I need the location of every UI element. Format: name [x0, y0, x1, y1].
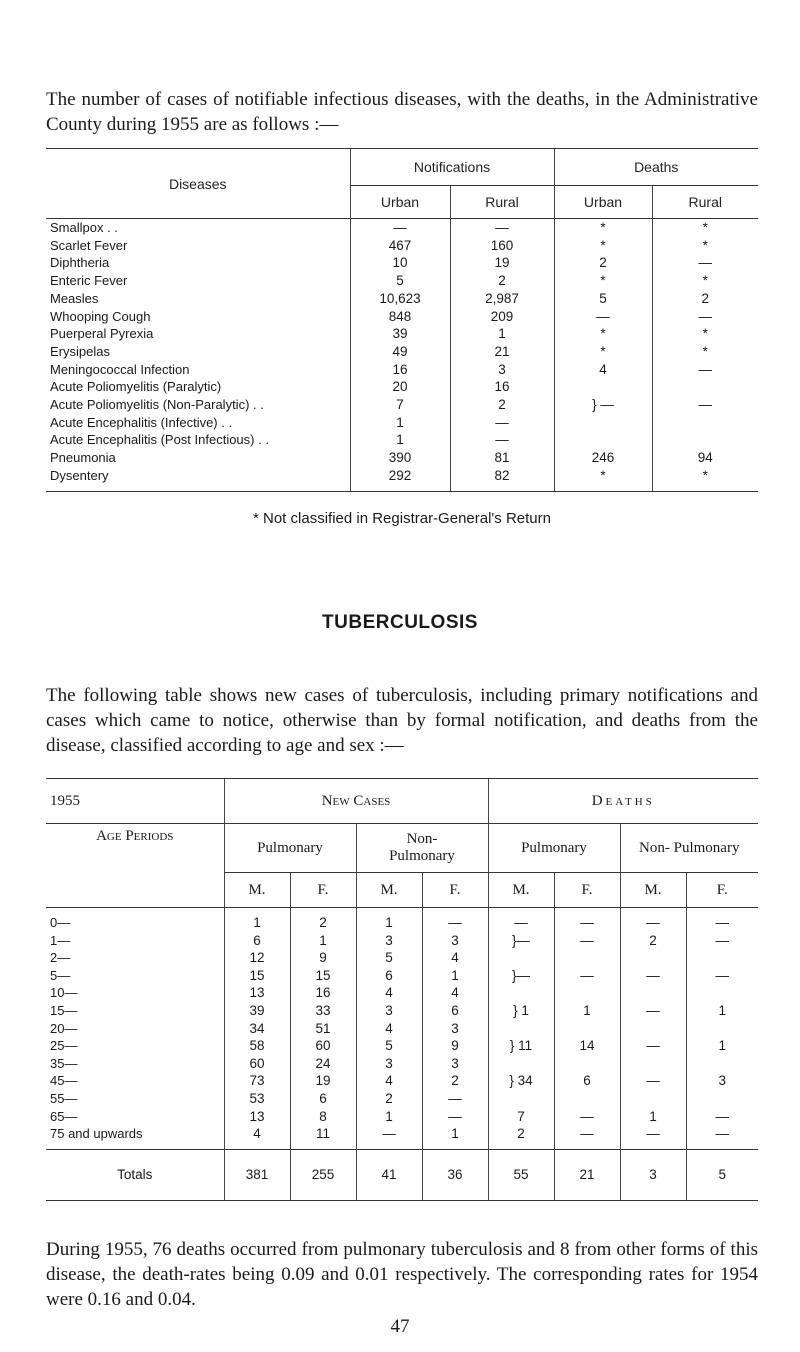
table-row — [46, 908, 758, 932]
col-header-notifications: Notifications — [350, 149, 554, 186]
disease-name: Acute Encephalitis (Post Infectious) . . — [50, 432, 269, 448]
table-cell — [620, 984, 686, 1002]
table-row — [46, 343, 758, 361]
table-cell — [652, 414, 758, 432]
table-cell: 9 — [290, 949, 356, 967]
table-cell: * — [652, 237, 758, 255]
tuberculosis-table — [46, 778, 758, 1201]
table-cell: * — [652, 272, 758, 290]
table-cell: 1 — [422, 967, 488, 985]
table-cell: 2 — [356, 1090, 422, 1108]
table-cell: 53 — [224, 1090, 290, 1108]
col-header-notif-rural: Rural — [450, 186, 554, 219]
age-period: 55— — [50, 1090, 78, 1106]
table-cell: 9 — [422, 1037, 488, 1055]
table-row — [46, 396, 758, 414]
table-cell: 81 — [450, 449, 554, 467]
notifiable-table-body — [46, 219, 758, 492]
disease-name: Dysentery — [46, 467, 350, 491]
table-row — [46, 414, 758, 432]
disease-name: Meningococcal Infection — [50, 361, 190, 377]
table-row — [46, 1002, 758, 1020]
table-cell: 5 — [356, 1037, 422, 1055]
table-cell: * — [652, 325, 758, 343]
table-row — [46, 219, 758, 237]
col-header-f: F. — [290, 873, 356, 908]
col-header-f: F. — [554, 873, 620, 908]
table-cell: 16 — [290, 984, 356, 1002]
table-cell: — — [450, 431, 554, 449]
disease-name: Acute Encephalitis (Infective) . . — [50, 414, 233, 430]
table-cell: 19 — [450, 254, 554, 272]
totals-label: Totals — [46, 1149, 224, 1200]
table-row — [46, 1108, 758, 1126]
table-cell: * — [554, 237, 652, 255]
col-header-new-cases: New Cases — [224, 779, 488, 824]
col-header-f: F. — [686, 873, 758, 908]
table-cell — [554, 1055, 620, 1073]
table-cell: 5 — [356, 949, 422, 967]
table-cell — [488, 949, 554, 967]
table-cell — [488, 1090, 554, 1108]
table-cell: 2 — [488, 1125, 554, 1149]
table-row — [46, 254, 758, 272]
totals-row — [46, 1149, 758, 1200]
table-cell: 4 — [356, 984, 422, 1002]
table-cell — [488, 984, 554, 1002]
disease-name: Enteric Fever — [50, 273, 128, 289]
table-row — [46, 237, 758, 255]
table-cell: — — [686, 1108, 758, 1126]
table-cell: 13 — [224, 1108, 290, 1126]
notifiable-diseases-table — [46, 148, 758, 492]
col-header-d-non-pulmonary: Non- Pulmonary — [620, 824, 758, 873]
age-period: 15— — [50, 1002, 78, 1018]
table-cell: 1 — [350, 431, 450, 449]
table-cell: — — [620, 1002, 686, 1020]
table-cell: 6 — [554, 1072, 620, 1090]
table-cell: 3 — [356, 1002, 422, 1020]
table-row — [46, 290, 758, 308]
table-cell: } 1 — [488, 1002, 554, 1020]
table-cell: 390 — [350, 449, 450, 467]
col-header-m: M. — [620, 873, 686, 908]
table-row — [46, 467, 758, 491]
table-cell: — — [620, 1125, 686, 1149]
table-cell: 19 — [290, 1072, 356, 1090]
intro-paragraph: The number of cases of notifiable infectious diseases, with the deaths, in the Administrative County during 1955 are as follows :— — [46, 89, 758, 135]
age-period: 45— — [50, 1073, 78, 1089]
table-cell: 209 — [450, 308, 554, 326]
table-cell: 34 — [224, 1020, 290, 1038]
table-row — [46, 1125, 758, 1149]
table-cell: — — [652, 254, 758, 272]
table-cell: — — [422, 908, 488, 932]
table-cell — [686, 1090, 758, 1108]
table-cell — [554, 1090, 620, 1108]
table-cell — [554, 949, 620, 967]
table-cell: 5 — [350, 272, 450, 290]
col-header-age-periods: Age Periods — [46, 824, 224, 908]
table-cell: — — [554, 308, 652, 326]
table-cell: 1 — [356, 1108, 422, 1126]
table-cell: — — [620, 1072, 686, 1090]
table-cell: 16 — [350, 361, 450, 379]
table-cell: — — [554, 967, 620, 985]
table-cell — [488, 1020, 554, 1038]
table-cell: 1 — [450, 325, 554, 343]
table-cell: — — [488, 908, 554, 932]
table-cell: * — [554, 467, 652, 491]
table-cell: 16 — [450, 378, 554, 396]
age-period: 20— — [50, 1020, 78, 1036]
table-cell: 7 — [488, 1108, 554, 1126]
tb-intro-paragraph: The following table shows new cases of tuberculosis, including primary notifications and cases which came to notice, otherwise than by formal notification, and deaths from the disease, classified according to age and sex :— — [46, 685, 758, 756]
table-cell: 1 — [554, 1002, 620, 1020]
total-cell: 55 — [488, 1149, 554, 1200]
table-cell: 246 — [554, 449, 652, 467]
table-cell — [554, 1020, 620, 1038]
table-cell — [686, 1020, 758, 1038]
table-cell: — — [554, 1108, 620, 1126]
col-header-deaths-urban: Urban — [554, 186, 652, 219]
table-cell: — — [620, 1037, 686, 1055]
table-row — [46, 1037, 758, 1055]
total-cell: 381 — [224, 1149, 290, 1200]
table-cell: 3 — [422, 932, 488, 950]
table-cell: 292 — [350, 467, 450, 491]
table-cell: 4 — [224, 1125, 290, 1149]
table-cell: — — [686, 932, 758, 950]
table-cell: 13 — [224, 984, 290, 1002]
table-cell: — — [620, 967, 686, 985]
col-header-m: M. — [224, 873, 290, 908]
disease-name: Diphtheria — [50, 255, 110, 271]
table-cell: 5 — [554, 290, 652, 308]
total-cell: 21 — [554, 1149, 620, 1200]
table-cell: 14 — [554, 1037, 620, 1055]
table-cell: — — [554, 932, 620, 950]
table-cell: * — [554, 343, 652, 361]
table-cell: } 34 — [488, 1072, 554, 1090]
table-cell: 12 — [224, 949, 290, 967]
table-cell: 73 — [224, 1072, 290, 1090]
table-cell: 6 — [422, 1002, 488, 1020]
table-cell: 3 — [686, 1072, 758, 1090]
age-period: 65— — [50, 1108, 78, 1124]
table-cell: 4 — [356, 1020, 422, 1038]
col-header-m: M. — [356, 873, 422, 908]
table-cell: 2 — [620, 932, 686, 950]
table-cell: 1 — [356, 908, 422, 932]
table-cell — [620, 1020, 686, 1038]
table-cell: 1 — [686, 1037, 758, 1055]
table-cell: * — [554, 219, 652, 237]
age-period: 75 and upwards — [50, 1126, 143, 1142]
disease-name: Measles — [50, 290, 99, 306]
col-header-nc-pulmonary: Pulmonary — [224, 824, 356, 873]
table-cell: 24 — [290, 1055, 356, 1073]
col-header-nc-non-pulmonary: Non- Pulmonary — [356, 824, 488, 873]
total-cell: 5 — [686, 1149, 758, 1200]
table-cell: 39 — [224, 1002, 290, 1020]
table-row — [46, 431, 758, 449]
table-cell: 21 — [450, 343, 554, 361]
total-cell: 255 — [290, 1149, 356, 1200]
table-cell: 82 — [450, 467, 554, 491]
table-cell — [620, 1090, 686, 1108]
table-footnote: * Not classified in Registrar-General's Return — [253, 510, 551, 527]
table-cell: 160 — [450, 237, 554, 255]
age-period: 2— — [50, 950, 71, 966]
table-cell: 60 — [290, 1037, 356, 1055]
table-cell — [620, 949, 686, 967]
age-period: 0— — [50, 915, 71, 930]
table-cell — [554, 431, 652, 449]
table-cell: 2 — [290, 908, 356, 932]
table-row — [46, 361, 758, 379]
col-header-deaths-rural: Rural — [652, 186, 758, 219]
col-header-diseases: Diseases — [46, 149, 350, 219]
table-cell: — — [686, 967, 758, 985]
table-cell — [686, 1055, 758, 1073]
table-cell: — — [652, 308, 758, 326]
table-cell: — — [356, 1125, 422, 1149]
table-cell: 2,987 — [450, 290, 554, 308]
table-cell: 49 — [350, 343, 450, 361]
age-period: 10— — [50, 985, 78, 1001]
age-period: 35— — [50, 1055, 78, 1071]
total-cell: 41 — [356, 1149, 422, 1200]
table-cell: — — [350, 219, 450, 237]
table-cell: 2 — [450, 396, 554, 414]
table-row — [46, 1020, 758, 1038]
col-header-year: 1955 — [46, 779, 224, 824]
table-cell: 39 — [350, 325, 450, 343]
col-header-deaths: Deaths — [554, 149, 758, 186]
table-row — [46, 308, 758, 326]
total-cell: 3 — [620, 1149, 686, 1200]
table-cell: — — [652, 361, 758, 379]
table-cell — [652, 431, 758, 449]
table-cell: } 11 — [488, 1037, 554, 1055]
table-row — [46, 932, 758, 950]
table-cell: 7 — [350, 396, 450, 414]
table-cell: 94 — [652, 449, 758, 467]
table-row — [46, 984, 758, 1002]
table-cell: 8 — [290, 1108, 356, 1126]
table-cell: 1 — [422, 1125, 488, 1149]
col-header-notif-urban: Urban — [350, 186, 450, 219]
table-cell: 2 — [450, 272, 554, 290]
table-cell: 58 — [224, 1037, 290, 1055]
table-cell: 6 — [224, 932, 290, 950]
table-cell: 33 — [290, 1002, 356, 1020]
table-row — [46, 967, 758, 985]
section-heading: TUBERCULOSIS — [322, 612, 478, 633]
table-row — [46, 949, 758, 967]
table-cell: — — [686, 1125, 758, 1149]
table-cell: 3 — [450, 361, 554, 379]
table-cell: * — [652, 467, 758, 491]
table-row — [46, 1072, 758, 1090]
table-cell: 11 — [290, 1125, 356, 1149]
table-cell: 3 — [356, 1055, 422, 1073]
disease-name: Smallpox . . — [50, 220, 118, 235]
table-cell: 51 — [290, 1020, 356, 1038]
disease-name: Whooping Cough — [50, 308, 151, 324]
outro-paragraph: During 1955, 76 deaths occurred from pulmonary tuberculosis and 8 from other forms of this disease, the death-rates being 0.09 and 0.01 respectively. The corresponding rates for 1954 were 0.16 and 0.04. — [46, 1239, 758, 1310]
disease-name: Erysipelas — [50, 343, 110, 359]
table-cell — [554, 378, 652, 396]
table-cell: * — [554, 325, 652, 343]
table-cell: 15 — [290, 967, 356, 985]
table-cell: — — [620, 908, 686, 932]
table-cell — [620, 1055, 686, 1073]
col-header-d-pulmonary: Pulmonary — [488, 824, 620, 873]
table-cell — [554, 414, 652, 432]
table-cell: — — [422, 1090, 488, 1108]
table-cell: 4 — [422, 984, 488, 1002]
col-header-m: M. — [488, 873, 554, 908]
table-row — [46, 1055, 758, 1073]
table-cell: 60 — [224, 1055, 290, 1073]
disease-name: Scarlet Fever — [50, 237, 128, 253]
age-period: 1— — [50, 932, 71, 948]
table-row — [46, 1090, 758, 1108]
table-cell: — — [554, 1125, 620, 1149]
table-row — [46, 325, 758, 343]
disease-name: Acute Poliomyelitis (Non-Paralytic) . . — [50, 397, 264, 413]
col-header-f: F. — [422, 873, 488, 908]
table-cell: } — — [554, 396, 652, 414]
table-cell: 2 — [422, 1072, 488, 1090]
table-cell: 6 — [356, 967, 422, 985]
age-period: 5— — [50, 967, 71, 983]
table-cell: 1 — [224, 908, 290, 932]
disease-name: Puerperal Pyrexia — [50, 326, 154, 342]
table-cell: 2 — [652, 290, 758, 308]
table-row — [46, 449, 758, 467]
table-cell: 4 — [422, 949, 488, 967]
table-cell: 1 — [620, 1108, 686, 1126]
table-cell: }— — [488, 932, 554, 950]
table-cell: 4 — [554, 361, 652, 379]
table-cell — [488, 1055, 554, 1073]
table-cell: 3 — [422, 1055, 488, 1073]
table-cell — [686, 949, 758, 967]
col-header-tb-deaths: Deaths — [488, 779, 758, 824]
table-cell: * — [652, 343, 758, 361]
table-cell: 1 — [290, 932, 356, 950]
table-cell: 20 — [350, 378, 450, 396]
table-cell: — — [652, 396, 758, 414]
total-cell: 36 — [422, 1149, 488, 1200]
table-cell: — — [450, 219, 554, 237]
table-cell: 467 — [350, 237, 450, 255]
table-cell: * — [652, 219, 758, 237]
table-cell: 1 — [686, 1002, 758, 1020]
table-cell: 3 — [422, 1020, 488, 1038]
table-row — [46, 378, 758, 396]
table-cell: }— — [488, 967, 554, 985]
table-cell: 1 — [350, 414, 450, 432]
table-cell — [686, 984, 758, 1002]
table-cell — [652, 378, 758, 396]
table-cell: — — [422, 1108, 488, 1126]
table-cell: 4 — [356, 1072, 422, 1090]
disease-name: Pneumonia — [50, 450, 116, 466]
tb-table-body — [46, 908, 758, 1150]
table-cell: — — [686, 908, 758, 932]
table-cell: — — [450, 414, 554, 432]
table-cell: 6 — [290, 1090, 356, 1108]
table-row — [46, 272, 758, 290]
disease-name: Acute Poliomyelitis (Paralytic) — [50, 379, 222, 395]
table-cell: * — [554, 272, 652, 290]
table-cell: 15 — [224, 967, 290, 985]
table-cell: 3 — [356, 932, 422, 950]
table-cell: 10,623 — [350, 290, 450, 308]
table-cell: — — [554, 908, 620, 932]
table-cell: 848 — [350, 308, 450, 326]
page-number: 47 — [390, 1316, 410, 1337]
age-period: 25— — [50, 1038, 78, 1054]
table-cell: 10 — [350, 254, 450, 272]
table-cell: 2 — [554, 254, 652, 272]
table-cell — [554, 984, 620, 1002]
